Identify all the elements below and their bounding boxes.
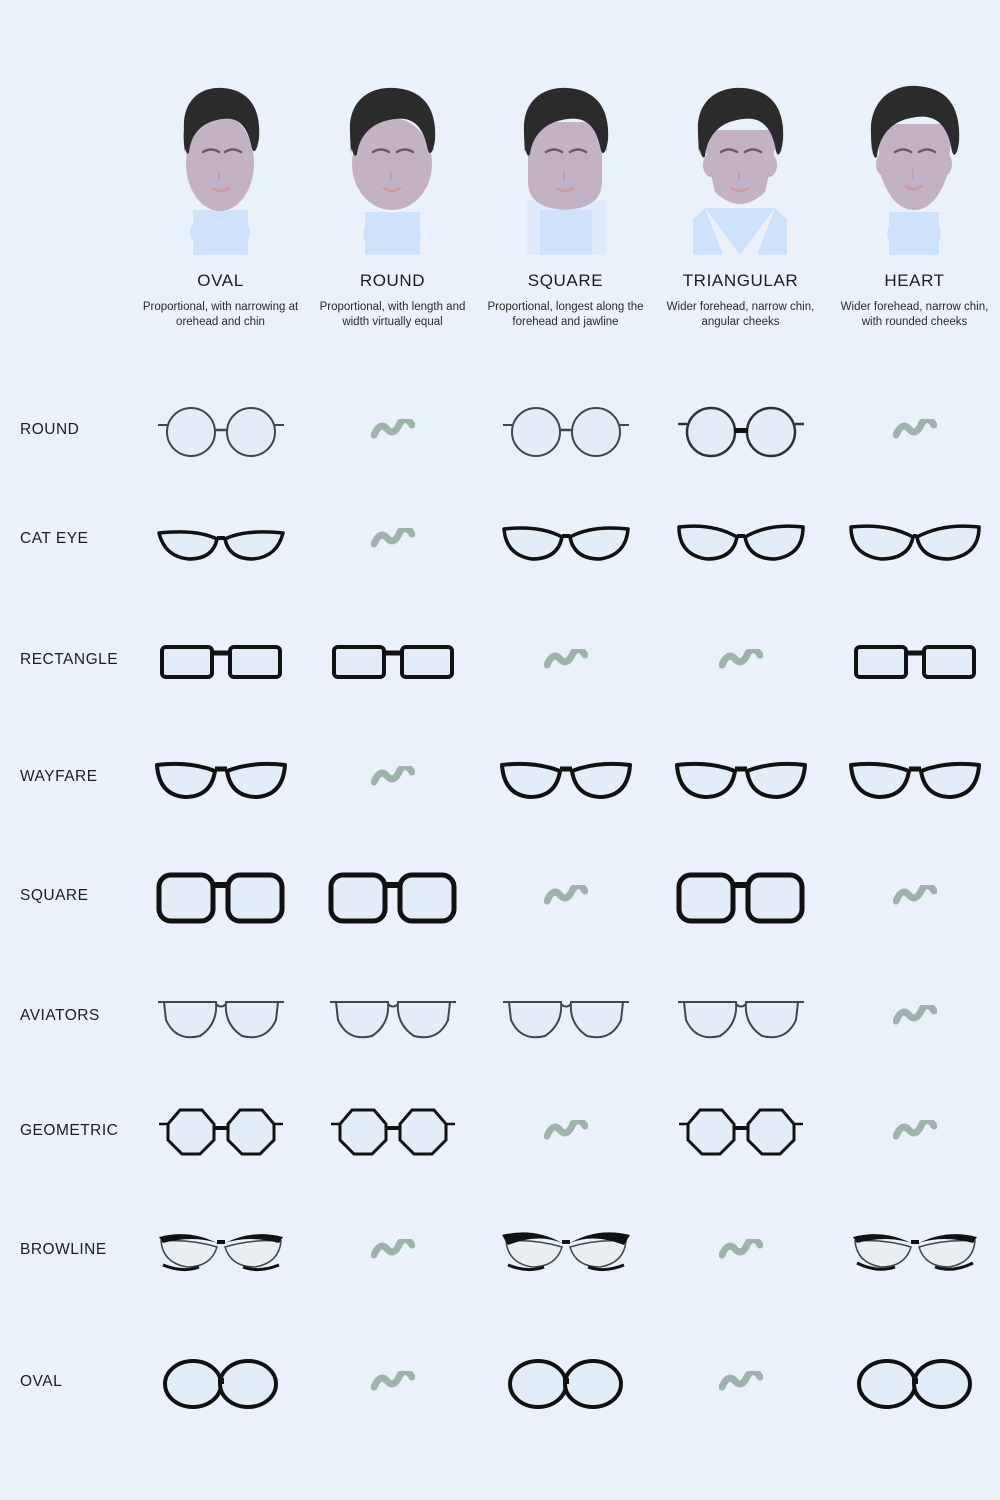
cell-oval-triangular[interactable] [653,1329,828,1439]
square-face [478,60,653,255]
cell-oval-heart[interactable] [827,1329,1000,1439]
cell-round-oval[interactable] [133,377,308,487]
glasses-icon [328,1104,458,1162]
cell-wayfare-round[interactable] [305,724,480,834]
face-title-oval: OVAL [197,271,244,290]
face-title-round: ROUND [359,271,426,290]
cell-aviators-triangular[interactable] [653,963,828,1073]
glasses-icon [501,990,631,1046]
glasses-icon [158,1355,283,1413]
cell-rectangle-heart[interactable] [827,607,1000,717]
face-title-heart: HEART [884,271,945,290]
cell-rectangle-square[interactable] [478,607,653,717]
face-shape-header [0,0,1000,370]
row-label-oval: OVAL [20,1373,63,1390]
cell-oval-round[interactable] [305,1329,480,1439]
heart-face [827,60,1000,255]
glasses-icon [671,511,811,571]
glasses-icon [151,751,291,807]
glasses-icon [156,990,286,1046]
cell-wayfare-oval[interactable] [133,724,308,834]
cell-geometric-round[interactable] [305,1078,480,1188]
cell-wayfare-square[interactable] [478,724,653,834]
squiggle-icon [371,766,415,792]
row-label-browline: BROWLINE [20,1241,107,1258]
glasses-icon [845,511,985,571]
squiggle-icon [371,1239,415,1265]
face-column-heart [827,60,1000,330]
cell-wayfare-triangular[interactable] [653,724,828,834]
row-label-rectangle: RECTANGLE [20,651,119,668]
squiggle-icon [893,1005,937,1031]
glasses-icon [676,990,806,1046]
triangular-face [653,60,828,255]
glasses-icon [151,511,291,571]
cell-square-triangular[interactable] [653,843,828,953]
glasses-icon [328,637,458,687]
squiggle-icon [371,419,415,445]
row-label-wayfare: WAYFARE [20,768,98,785]
cell-square-round[interactable] [305,843,480,953]
row-label-square: SQUARE [20,887,89,904]
glasses-icon [850,637,980,687]
face-description-heart: Wider forehead, narrow chin, with rounded cheeks [840,301,989,328]
cell-aviators-round[interactable] [305,963,480,1073]
oval-face [133,60,308,255]
squiggle-icon [544,885,588,911]
cell-cat-eye-heart[interactable] [827,486,1000,596]
glasses-icon [503,1355,628,1413]
cell-browline-square[interactable] [478,1197,653,1307]
glasses-icon [325,867,460,929]
glasses-icon [852,1355,977,1413]
cell-square-heart[interactable] [827,843,1000,953]
cell-square-square[interactable] [478,843,653,953]
squiggle-icon [719,1239,763,1265]
cell-cat-eye-triangular[interactable] [653,486,828,596]
glasses-icon [676,1104,806,1162]
face-description-oval: Proportional, with narrowing at orehead and chin [142,301,299,328]
cell-round-triangular[interactable] [653,377,828,487]
cell-round-heart[interactable] [827,377,1000,487]
cell-browline-round[interactable] [305,1197,480,1307]
cell-cat-eye-round[interactable] [305,486,480,596]
cell-geometric-triangular[interactable] [653,1078,828,1188]
row-label-geometric: GEOMETRIC [20,1122,119,1139]
cell-geometric-oval[interactable] [133,1078,308,1188]
cell-browline-triangular[interactable] [653,1197,828,1307]
glasses-icon [845,751,985,807]
squiggle-icon [544,649,588,675]
cell-browline-oval[interactable] [133,1197,308,1307]
cell-rectangle-oval[interactable] [133,607,308,717]
glasses-icon [676,402,806,462]
glasses-icon [673,867,808,929]
cell-square-oval[interactable] [133,843,308,953]
squiggle-icon [719,649,763,675]
face-column-oval [133,60,308,330]
glasses-icon [156,1104,286,1162]
cell-aviators-heart[interactable] [827,963,1000,1073]
cell-wayfare-heart[interactable] [827,724,1000,834]
cell-browline-heart[interactable] [827,1197,1000,1307]
cell-oval-oval[interactable] [133,1329,308,1439]
glasses-icon [847,1227,982,1277]
cell-cat-eye-oval[interactable] [133,486,308,596]
squiggle-icon [371,528,415,554]
squiggle-icon [893,419,937,445]
cell-aviators-oval[interactable] [133,963,308,1073]
squiggle-icon [719,1371,763,1397]
face-column-triangular [653,60,828,330]
cell-round-round[interactable] [305,377,480,487]
glasses-icon [156,637,286,687]
squiggle-icon [371,1371,415,1397]
cell-round-square[interactable] [478,377,653,487]
glasses-icon [671,751,811,807]
row-label-cat-eye: CAT EYE [20,530,89,547]
cell-geometric-heart[interactable] [827,1078,1000,1188]
cell-cat-eye-square[interactable] [478,486,653,596]
squiggle-icon [893,885,937,911]
cell-geometric-square[interactable] [478,1078,653,1188]
glasses-icon [328,990,458,1046]
face-title-square: SQUARE [527,271,604,290]
face-column-square [478,60,653,330]
face-description-round: Proportional, with length and width virtually equal [319,301,466,328]
face-description-triangular: Wider forehead, narrow chin, angular cheeks [666,301,815,328]
glasses-icon [501,402,631,462]
cell-aviators-square[interactable] [478,963,653,1073]
face-description-square: Proportional, longest along the forehead and jawline [487,301,644,328]
glasses-icon [153,1227,288,1277]
glasses-icon [153,867,288,929]
cell-oval-square[interactable] [478,1329,653,1439]
face-title-triangular: TRIANGULAR [682,271,799,290]
row-label-round: ROUND [20,421,80,438]
squiggle-icon [544,1120,588,1146]
round-face [305,60,480,255]
glasses-icon [156,402,286,462]
cell-rectangle-triangular[interactable] [653,607,828,717]
cell-rectangle-round[interactable] [305,607,480,717]
row-label-aviators: AVIATORS [20,1007,100,1024]
glasses-icon [496,511,636,571]
glasses-icon [496,751,636,807]
squiggle-icon [893,1120,937,1146]
glasses-icon [498,1227,633,1277]
face-column-round [305,60,480,330]
